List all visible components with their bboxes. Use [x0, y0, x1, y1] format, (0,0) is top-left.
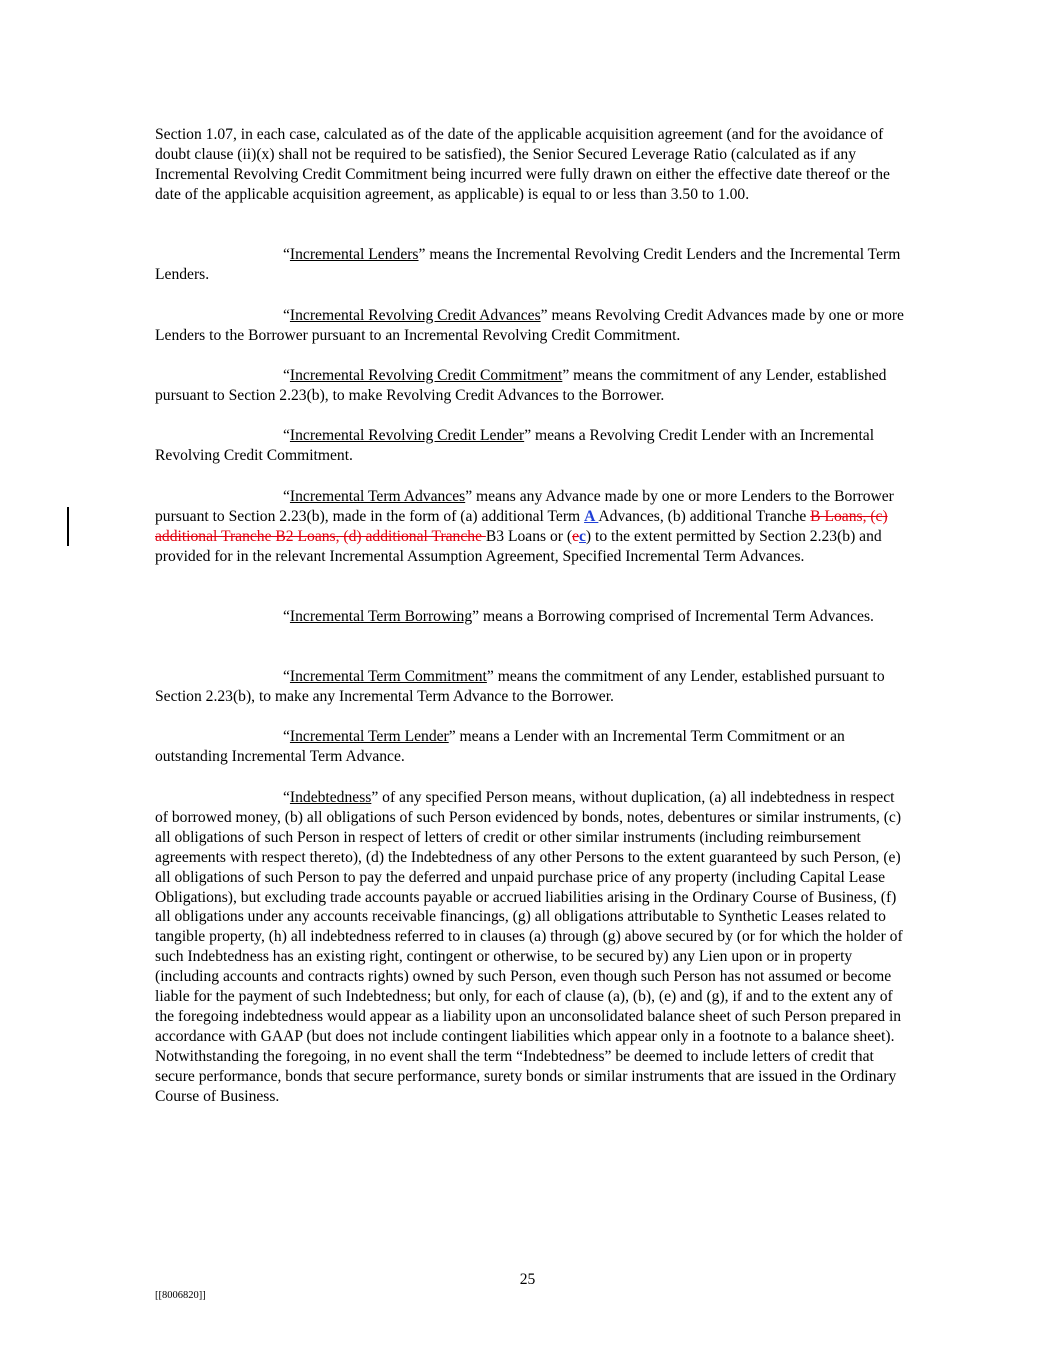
definition-text: Advances, (b) additional Tranche — [598, 507, 811, 525]
open-quote: “ — [283, 367, 290, 384]
defined-term: Incremental Term Borrowing — [289, 608, 473, 625]
definition-text: ” means a Lender with an Incremental Term Commitment or an outstanding Incremental Term Advance. — [155, 728, 845, 765]
inserted-text: A — [584, 507, 599, 525]
definition-incremental-revolving-credit-lender — [155, 426, 905, 466]
definition-incremental-term-commitment — [155, 667, 905, 707]
open-quote: “ — [283, 488, 290, 505]
definition-text: ” means the commitment of any Lender, established pursuant to Section 2.23(b), to make Revolving Credit Advances to the Borrower. — [155, 367, 887, 404]
page-number: 25 — [519, 1271, 536, 1288]
deleted-text: e — [572, 527, 579, 545]
defined-term: Incremental Revolving Credit Advances — [289, 307, 541, 324]
open-quote: “ — [283, 668, 290, 685]
definition-text: ” means a Revolving Credit Lender with an Incremental Revolving Credit Commitment. — [155, 427, 875, 464]
defined-term: Incremental Lenders — [289, 246, 419, 263]
open-quote: “ — [283, 307, 290, 324]
defined-term: Incremental Term Lender — [289, 728, 449, 745]
document-id: [[8006820]] — [155, 1290, 206, 1301]
open-quote: “ — [283, 427, 290, 444]
definition-incremental-term-borrowing — [155, 607, 905, 627]
intro-paragraph: Section 1.07, in each case, calculated as of the date of the applicable acquisition agreement (and for the avoidance of doubt clause (ii)(x) shall not be required to be satisfied), the Senior Secured Leverage Ratio (calculated as if any Incremental Revolving Credit Commitment being incurred were fully drawn on either the effective date thereof or the date of the applicable acquisition agreement, as applicable) is equal to or less than 3.50 to 1.00. — [155, 126, 890, 203]
defined-term: Incremental Term Commitment — [289, 668, 487, 685]
inserted-text: c — [579, 527, 586, 545]
defined-term: Incremental Revolving Credit Lender — [289, 427, 525, 444]
open-quote: “ — [283, 608, 290, 625]
definition-incremental-revolving-credit-advances — [155, 306, 905, 346]
definition-text: ) to the extent permitted by Section 2.23(b) and provided for in the relevant Incremental Assumption Agreement, Specified Incremental Term Advances. — [155, 527, 882, 565]
open-quote: “ — [283, 789, 290, 806]
definition-text: B3 Loans or ( — [485, 527, 573, 545]
open-quote: “ — [283, 728, 290, 745]
definition-text: ” means Revolving Credit Advances made by one or more Lenders to the Borrower pursuant to an Incremental Revolving Credit Commitment. — [155, 307, 904, 344]
change-bar — [67, 507, 69, 546]
definition-text: ” means any Advance made by one or more Lenders to the Borrower pursuant to Section 2.23(b), made in the form of (a) additional Term — [155, 488, 894, 525]
definition-incremental-revolving-credit-commitment — [155, 366, 905, 406]
deleted-text: B Loans, (c) additional Tranche B2 Loans, (d) additional Tranche — [155, 507, 888, 545]
definition-text: ” means the Incremental Revolving Credit Lenders and the Incremental Term Lenders. — [155, 246, 901, 283]
definition-indebtedness — [155, 788, 905, 1107]
definition-incremental-term-lender — [155, 727, 905, 767]
defined-term: Indebtedness — [289, 789, 372, 806]
definition-text: ” of any specified Person means, without duplication, (a) all indebtedness in respect of borrowed money, (b) all obligations of such Person evidenced by bonds, notes, debentures or similar instruments, (c) all obligations of such Person in respect of letters of credit or other similar instruments (including reimbursement agreements with respect thereto), (d) the Indebtedness of any other Persons to the extent guaranteed by such Person, (e) all obligations of such Person to pay the deferred and unpaid purchase price of any property (including Capital Lease Obligations), but excluding trade accounts payable or accrued liabilities arising in the Ordinary Course of Business, (f) all obligations under any accounts receivable financings, (g) all obligations attributable to Synthetic Leases related to tangible property, (h) all indebtedness referred to in clauses (a) through (g) above secured by (or for which the holder of such Indebtedness has an existing right, contingent or otherwise, to be secured by) any Lien upon or in property (including accounts and contracts rights) owned by such Person, even though such Person has not assumed or become liable for the payment of such Indebtedness; but only, for each of clause (a), (b), (e) and (g), if and to the extent any of the foregoing indebtedness would appear as a liability upon an unconsolidated balance sheet of such Person prepared in accordance with GAAP (but does not include contingent liabilities which appear only in a footnote to a balance sheet). Notwithstanding the foregoing, in no event shall the term “Indebtedness” be deemed to include letters of credit that secure performance, bonds that secure performance, surety bonds or similar instruments that are issued in the Ordinary Course of Business. — [155, 789, 903, 1105]
defined-term: Incremental Revolving Credit Commitment — [289, 367, 563, 384]
definition-incremental-lenders — [155, 245, 905, 285]
definition-text: ” means a Borrowing comprised of Incremental Term Advances. — [472, 608, 874, 625]
definition-incremental-term-advances — [155, 487, 905, 567]
defined-term: Incremental Term Advances — [289, 488, 466, 505]
definition-text: ” means the commitment of any Lender, established pursuant to Section 2.23(b), to make any Incremental Term Advance to the Borrower. — [155, 668, 885, 705]
open-quote: “ — [283, 246, 290, 263]
